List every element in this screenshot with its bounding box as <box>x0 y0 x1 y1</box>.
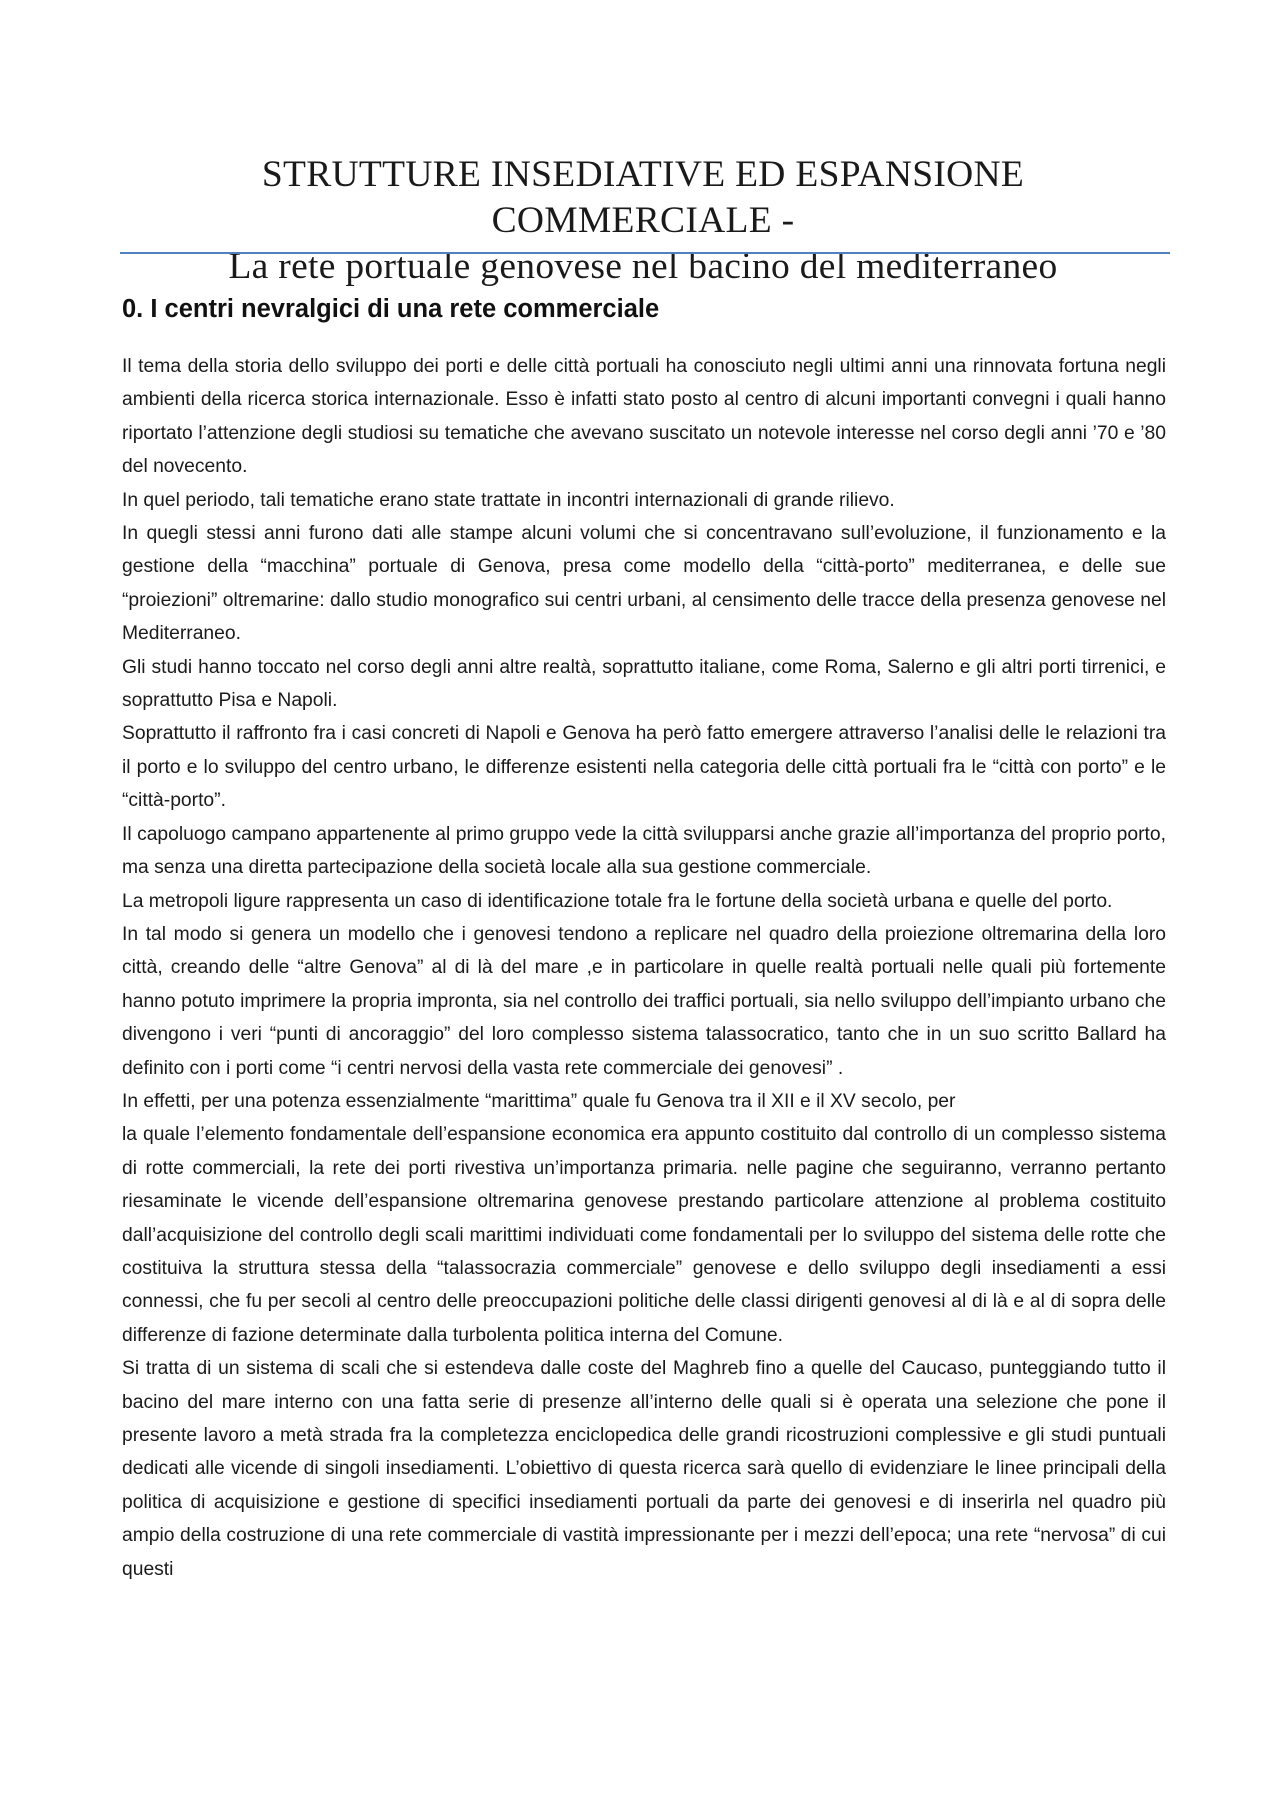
paragraph: Il capoluogo campano appartenente al primo gruppo vede la città svilupparsi anche grazie all’importanza del proprio porto, ma senza una diretta partecipazione della società locale alla sua gestione commerciale. <box>122 823 1166 879</box>
paragraph: Gli studi hanno toccato nel corso degli anni altre realtà, soprattutto italiane, come Roma, Salerno e gli altri porti tirrenici, e soprattutto Pisa e Napoli. <box>122 656 1166 712</box>
paragraph: Soprattutto il raffronto fra i casi concreti di Napoli e Genova ha però fatto emergere attraverso l’analisi delle le relazioni tra il porto e lo sviluppo del centro urbano, le differenze esistenti nella categoria delle città portuali fra le “città con porto” e le “città-porto”. <box>122 723 1166 812</box>
title-line-1: STRUTTURE INSEDIATIVE ED ESPANSIONE COMMERCIALE - <box>261 154 1025 241</box>
title-underline-divider <box>120 252 1170 254</box>
title-line-2: La rete portuale genovese nel bacino del mediterraneo <box>228 246 1058 287</box>
document-title <box>118 152 1168 290</box>
paragraph: In effetti, per una potenza essenzialmente “marittima” quale fu Genova tra il XII e il XV secolo, per <box>122 1090 956 1112</box>
paragraph: In quegli stessi anni furono dati alle stampe alcuni volumi che si concentravano sull’evoluzione, il funzionamento e la gestione della “macchina” portuale di Genova, presa come modello della “città-porto” mediterranea, e delle sue “proiezioni” oltremarine: dallo studio monografico sui centri urbani, al censimento delle tracce della presenza genovese nel Mediterraneo. <box>122 523 1166 645</box>
paragraph: Il tema della storia dello sviluppo dei porti e delle città portuali ha conosciuto negli ultimi anni una rinnovata fortuna negli ambienti della ricerca storica internazionale. Esso è infatti stato posto al centro di alcuni importanti convegni i quali hanno riportato l’attenzione degli studiosi su tematiche che avevano suscitato un notevole interesse nel corso degli anni ’70 e ’80 del novecento. <box>122 356 1166 478</box>
paragraph: Si tratta di un sistema di scali che si estendeva dalle coste del Maghreb fino a quelle del Caucaso, punteggiando tutto il bacino del mare interno con una fatta serie di presenze all’interno delle quali si è operata una selezione che pone il presente lavoro a metà strada fra la completezza enciclopedica delle grandi ricostruzioni complessive e gli studi puntuali dedicati alle vicende di singoli insediamenti. L’obiettivo di questa ricerca sarà quello di evidenziare le linee principali della politica di acquisizione e gestione di specifici insediamenti portuali da parte dei genovesi e di inserirla nel quadro più ampio della costruzione di una rete commerciale di vastità impressionante per i mezzi dell’epoca; una rete “nervosa” di cui questi <box>122 1358 1166 1580</box>
paragraph: In quel periodo, tali tematiche erano state trattate in incontri internazionali di grande rilievo. <box>122 489 895 511</box>
section-heading: 0. I centri nevralgici di una rete commerciale <box>122 295 660 323</box>
paragraph: la quale l’elemento fondamentale dell’espansione economica era appunto costituito dal controllo di un complesso sistema di rotte commerciali, la rete dei porti rivestiva un’importanza primaria. nelle pagine che seguiranno, verranno pertanto riesaminate le vicende dell’espansione oltremarina genovese prestando particolare attenzione al problema costituito dall’acquisizione del controllo degli scali marittimi individuati come fondamentali per lo sviluppo del sistema delle rotte che costituiva la struttura stessa della “talassocrazia commerciale” genovese e dello sviluppo degli insediamenti a essi connessi, che fu per secoli al centro delle preoccupazioni politiche delle classi dirigenti genovesi al di là e al di sopra delle differenze di fazione determinate dalla turbolenta politica interna del Comune. <box>122 1124 1166 1346</box>
paragraph: La metropoli ligure rappresenta un caso di identificazione totale fra le fortune della società urbana e quelle del porto. <box>122 890 1113 912</box>
body-text <box>122 350 1166 1586</box>
paragraph: In tal modo si genera un modello che i genovesi tendono a replicare nel quadro della proiezione oltremarina della loro città, creando delle “altre Genova” al di là del mare ,e in particolare in quelle realtà portuali nelle quali più fortemente hanno potuto imprimere la propria impronta, sia nel controllo dei traffici portuali, sia nello sviluppo dell’impianto urbano che divengono i veri “punti di ancoraggio” del loro complesso sistema talassocratico, tanto che in un suo scritto Ballard ha definito con i porti come “i centri nervosi della vasta rete commerciale dei genovesi” . <box>122 923 1166 1079</box>
